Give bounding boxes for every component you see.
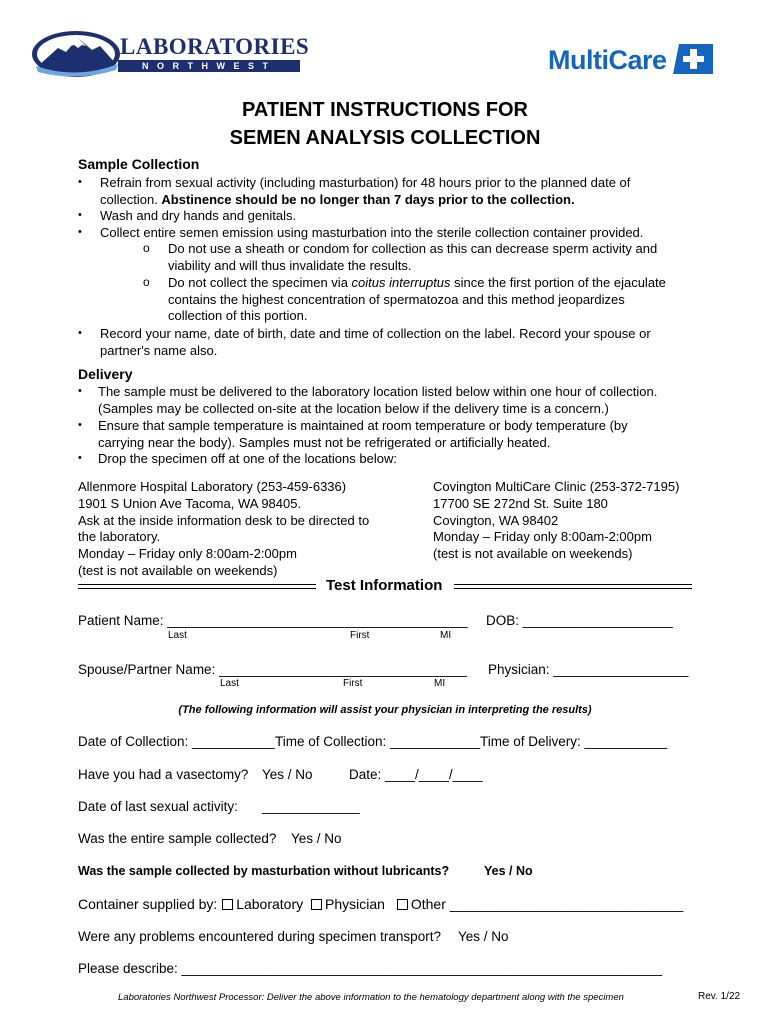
patient-first-label: First bbox=[350, 630, 370, 641]
bullet: • bbox=[78, 209, 82, 221]
last-sexual-activity-field[interactable]: _____________ bbox=[262, 799, 360, 814]
physician-note: (The following information will assist your physician in interpreting the results) bbox=[178, 704, 592, 716]
location-covington: Covington MultiCare Clinic (253-372-7195) 17700 SE 272nd St. Suite 180 Covington, WA 98402 Monday – Friday only 8:00am-2:00pm (test is not available on weekends) bbox=[433, 479, 680, 562]
bullet: • bbox=[78, 419, 82, 431]
delivery-bullet-2: Ensure that sample temperature is maintained at room temperature or body temperature (by carrying near the body). Samples must not be refrigerated or artificially heated. bbox=[98, 418, 628, 450]
vasectomy-date-field[interactable]: Date: ____/____/____ bbox=[349, 767, 483, 782]
test-information-heading: Test Information bbox=[326, 577, 443, 594]
laboratories-northwest-logo bbox=[30, 28, 310, 83]
vasectomy-question: Have you had a vasectomy? bbox=[78, 767, 249, 782]
transport-problems-question: Were any problems encountered during specimen transport? bbox=[78, 929, 441, 944]
patient-mi-label: MI bbox=[440, 630, 452, 641]
delivery-heading: Delivery bbox=[78, 366, 133, 382]
physician-option-label: Physician bbox=[325, 896, 385, 912]
sample-bullet-2: Wash and dry hands and genitals. bbox=[100, 208, 297, 223]
spouse-first-label: First bbox=[343, 678, 363, 689]
spouse-mi-label: MI bbox=[434, 678, 446, 689]
physician-field[interactable]: Physician: __________________ bbox=[488, 662, 689, 677]
container-supplied-row: Container supplied by: Laboratory Physician Other ______________________________ bbox=[78, 896, 684, 912]
multicare-cross-icon bbox=[673, 44, 713, 74]
entire-sample-question: Was the entire sample collected? bbox=[78, 831, 277, 846]
sample-bullet-4: Record your name, date of birth, date and time of collection on the label. Record your spouse or partner's name also. bbox=[100, 326, 651, 358]
sample-sub-2: Do not collect the specimen via coitus interruptus since the first portion of the ejaculate contains the highest concentration of spermatozoa and this method jeopardizes collection of this portion. bbox=[168, 275, 666, 323]
delivery-bullet-3: Drop the specimen off at one of the locations below: bbox=[98, 451, 397, 466]
delivery-bullet-1: The sample must be delivered to the laboratory location listed below within one hour of collection. (Samples may be collected on-site at the location below if the delivery time is a concern.) bbox=[98, 384, 658, 416]
physician-checkbox[interactable] bbox=[311, 899, 322, 910]
bullet: • bbox=[78, 176, 82, 188]
footer-processor-note: Laboratories Northwest Processor: Deliver the above information to the hematology department along with the specimen bbox=[118, 992, 624, 1003]
title-line-1: PATIENT INSTRUCTIONS FOR bbox=[242, 99, 528, 121]
bullet: • bbox=[78, 327, 82, 339]
time-of-delivery-field[interactable]: Time of Delivery: ___________ bbox=[480, 734, 668, 749]
bullet: • bbox=[78, 226, 82, 238]
labs-name: LABORATORIES bbox=[120, 34, 310, 59]
laboratory-checkbox[interactable] bbox=[222, 899, 233, 910]
location-allenmore: Allenmore Hospital Laboratory (253-459-6336) 1901 S Union Ave Tacoma, WA 98405. Ask at the inside information desk to be directed to the laboratory. Monday – Friday only 8:00am-2:00pm (test is not available on weekends) bbox=[78, 479, 370, 578]
sub-bullet-marker: o bbox=[143, 241, 150, 255]
time-of-collection-field[interactable]: Time of Collection: ____________ bbox=[275, 734, 481, 749]
patient-last-label: Last bbox=[168, 630, 187, 641]
transport-problems-yes-no[interactable]: Yes / No bbox=[458, 929, 509, 944]
mountain-logo-icon bbox=[30, 28, 122, 78]
entire-sample-yes-no[interactable]: Yes / No bbox=[291, 831, 342, 846]
lubricants-yes-no[interactable]: Yes / No bbox=[484, 864, 533, 878]
multicare-name: MultiCare bbox=[548, 45, 667, 75]
last-sexual-activity-label: Date of last sexual activity: bbox=[78, 799, 238, 814]
other-option-field[interactable]: Other ______________________________ bbox=[410, 896, 684, 912]
divider-left bbox=[78, 584, 316, 589]
patient-name-field[interactable]: Patient Name: ________________________________________ bbox=[78, 613, 468, 628]
page-title bbox=[0, 96, 770, 152]
footer-revision: Rev. 1/22 bbox=[698, 991, 741, 1002]
sample-bullet-3: Collect entire semen emission using masturbation into the sterile collection container provided. bbox=[100, 225, 644, 240]
spouse-last-label: Last bbox=[220, 678, 239, 689]
sample-sub-1: Do not use a sheath or condom for collection as this can decrease sperm activity and viability and will thus invalidate the results. bbox=[168, 241, 658, 273]
labs-sub-band bbox=[118, 60, 300, 72]
bullet: • bbox=[78, 385, 82, 397]
divider-right bbox=[454, 584, 692, 589]
dob-field[interactable]: DOB: ____________________ bbox=[486, 613, 673, 628]
lubricants-question: Was the sample collected by masturbation without lubricants? bbox=[78, 864, 450, 878]
multicare-logo bbox=[548, 44, 713, 76]
sample-bullet-1: Refrain from sexual activity (including masturbation) for 48 hours prior to the planned date of collection. Abstinence should be no longer than 7 days prior to the collection. bbox=[100, 175, 631, 207]
please-describe-field[interactable]: Please describe: ________________________________________________________________ bbox=[78, 961, 663, 976]
labs-sub: N O R T H W E S T bbox=[142, 61, 271, 71]
spouse-name-field[interactable]: Spouse/Partner Name: _________________________________ bbox=[78, 662, 467, 677]
sub-bullet-marker: o bbox=[143, 275, 150, 289]
title-line-2: SEMEN ANALYSIS COLLECTION bbox=[229, 127, 541, 149]
other-checkbox[interactable] bbox=[397, 899, 408, 910]
date-of-collection-field[interactable]: Date of Collection: ___________ bbox=[78, 734, 275, 749]
sample-collection-heading: Sample Collection bbox=[78, 156, 200, 172]
laboratory-option-label: Laboratory bbox=[236, 896, 304, 912]
vasectomy-yes-no[interactable]: Yes / No bbox=[262, 767, 313, 782]
bullet: • bbox=[78, 452, 82, 464]
